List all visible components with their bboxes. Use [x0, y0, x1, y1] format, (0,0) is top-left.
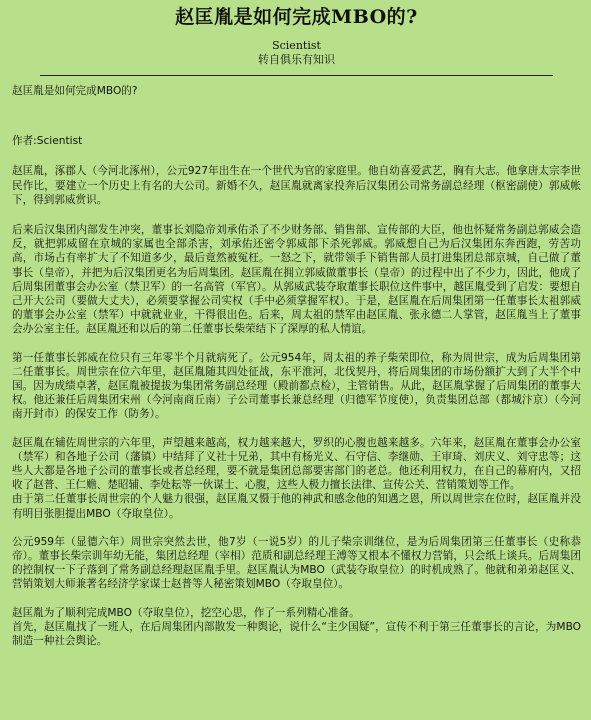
paragraph: 第一任董事长郭威在位只有三年零半个月就病死了。公元954年，周太祖的养子柴荣即位，称为周世宗，成为后周集团第二任董事长。周世宗在位六年里，赵匡胤随其四处征战，东平淮河，北伐契丹，将后周集团的市场份额扩大到了大半个中国。因为成绩卓著，赵匡胤被提拔为集团常务副总经理（殿前都点检），主管销售。从此，赵匡胤掌握了后周集团的董事大权。他还兼任后周集团宋州（今河南商丘南）子公司董事长兼总经理（归德军节度使），负责集团总部（都城汴京）（今河南开封市）的保安工作（防务）。	[12, 351, 581, 421]
header-divider	[40, 75, 553, 76]
article-author: 作者:Scientist	[12, 135, 83, 148]
paragraph: 公元959年（显德六年）周世宗突然去世，他7岁（一说5岁）的儿子柴宗训继位，是为后周集团第三任董事长（史称恭帝）。董事长柴宗训年幼无能，集团总经理（宰相）范质和副总经理王溥等又根本不懂权力营销，只会纸上谈兵。后周集团的控制权一下子落到了常务副总经理赵匡胤手里。赵匡胤认为MBO（武装夺取皇位）的时机成熟了。他就和弟弟赵匡义、营销策划大师兼著名经济学家谋士赵普等人秘密策划MBO（夺取皇位）。	[12, 535, 581, 591]
document-meta	[12, 39, 581, 67]
sub-line: 转自俱乐有知识	[258, 53, 335, 66]
paragraph: 后来后汉集团内部发生冲突，董事长刘隐帝刘承佑杀了不少财务部、销售部、宣传部的大臣，他也怀疑常务副总郭威会造反，就把郭威留在京城的家属也全部杀害，刘承佑还密令郭威部下杀死郭威。郭威想自己为后汉集团东奔西跑，劳苦功高，市场占有率扩大了不知道多少，最后竟然被冤枉。一怒之下，就带领手下销售部人员打进集团总部京城，自己做了董事长（皇帝），并把为后汉集团更名为后周集团。赵匡胤在拥立郭威做董事长（皇帝）的过程中出了不少力，因此，他成了后周集团董事会办公室（禁卫军）的一名高管（军官）。从郭威武装夺取董事长职位这件事中，越匡胤受到了启发：要想自己开大公司（要做大丈夫），必须要掌握公司实权（手中必须掌握军权）。于是，赵匡胤在后周集团第一任董事长太祖郭威的董事会办公室（禁军）中就就业业，干得很出色。后来，周太祖的禁军由赵匡胤、张永德二人掌管，赵匡胤当上了董事会办公室主任。赵匡胤还和以后的第二任董事长柴荣结下了深厚的私人情谊。	[12, 224, 581, 336]
document-title: 赵匡胤是如何完成MBO的?	[175, 6, 418, 28]
paragraph: 赵匡胤，涿郡人（今河北涿州），公元927年出生在一个世代为官的家庭里。他自幼喜爱武艺，胸有大志。他拿唐太宗李世民作比，要建立一个历史上有名的大公司。新婚不久，赵匡胤就离家投奔后汉集团公司常务副总经理（枢密副使）郭威帐下，得到郭威赏识。	[12, 165, 581, 206]
paragraph: 赵匡胤为了顺利完成MBO（夺取皇位），挖空心思，作了一系列精心准备。 首先，赵匡胤找了一班人，在后周集团内部散发一种舆论，说什么“主少国疑”，宣传不利于第三任董事长的言论，为MBO制造一种社会舆论。	[12, 606, 581, 648]
paragraph: 赵匡胤在辅佐周世宗的六年里，声望越来越高，权力越来越大，罗织的心腹也越来越多。六年来，赵匡胤在董事会办公室（禁军）和各地子公司（藩镇）中结拜了义社十兄弟，其中有杨光义、石守信、李继勋、王审琦、刘庆义、刘守忠等；这些人大都是各地子公司的董事长或者总经理，要不就是集团总部要害部门的老总。他还利用权力，在自己的幕府内，又招收了赵普、王仁赡、楚昭辅、李处耘等一伙谋士、心腹，这些人极力擅长法律、宣传公关、营销策划等工作。 由于第二任董事长周世宗的个人魅力很强，赵匡胤又慑于他的神武和感念他的知遇之恩，所以周世宗在位时，赵匡胤并没有明目张胆提出MBO（夺取皇位）。	[12, 436, 581, 520]
article-body	[12, 84, 581, 648]
author-line: Scientist	[272, 39, 321, 52]
article-intro: 赵匡胤是如何完成MBO的?	[12, 85, 138, 97]
